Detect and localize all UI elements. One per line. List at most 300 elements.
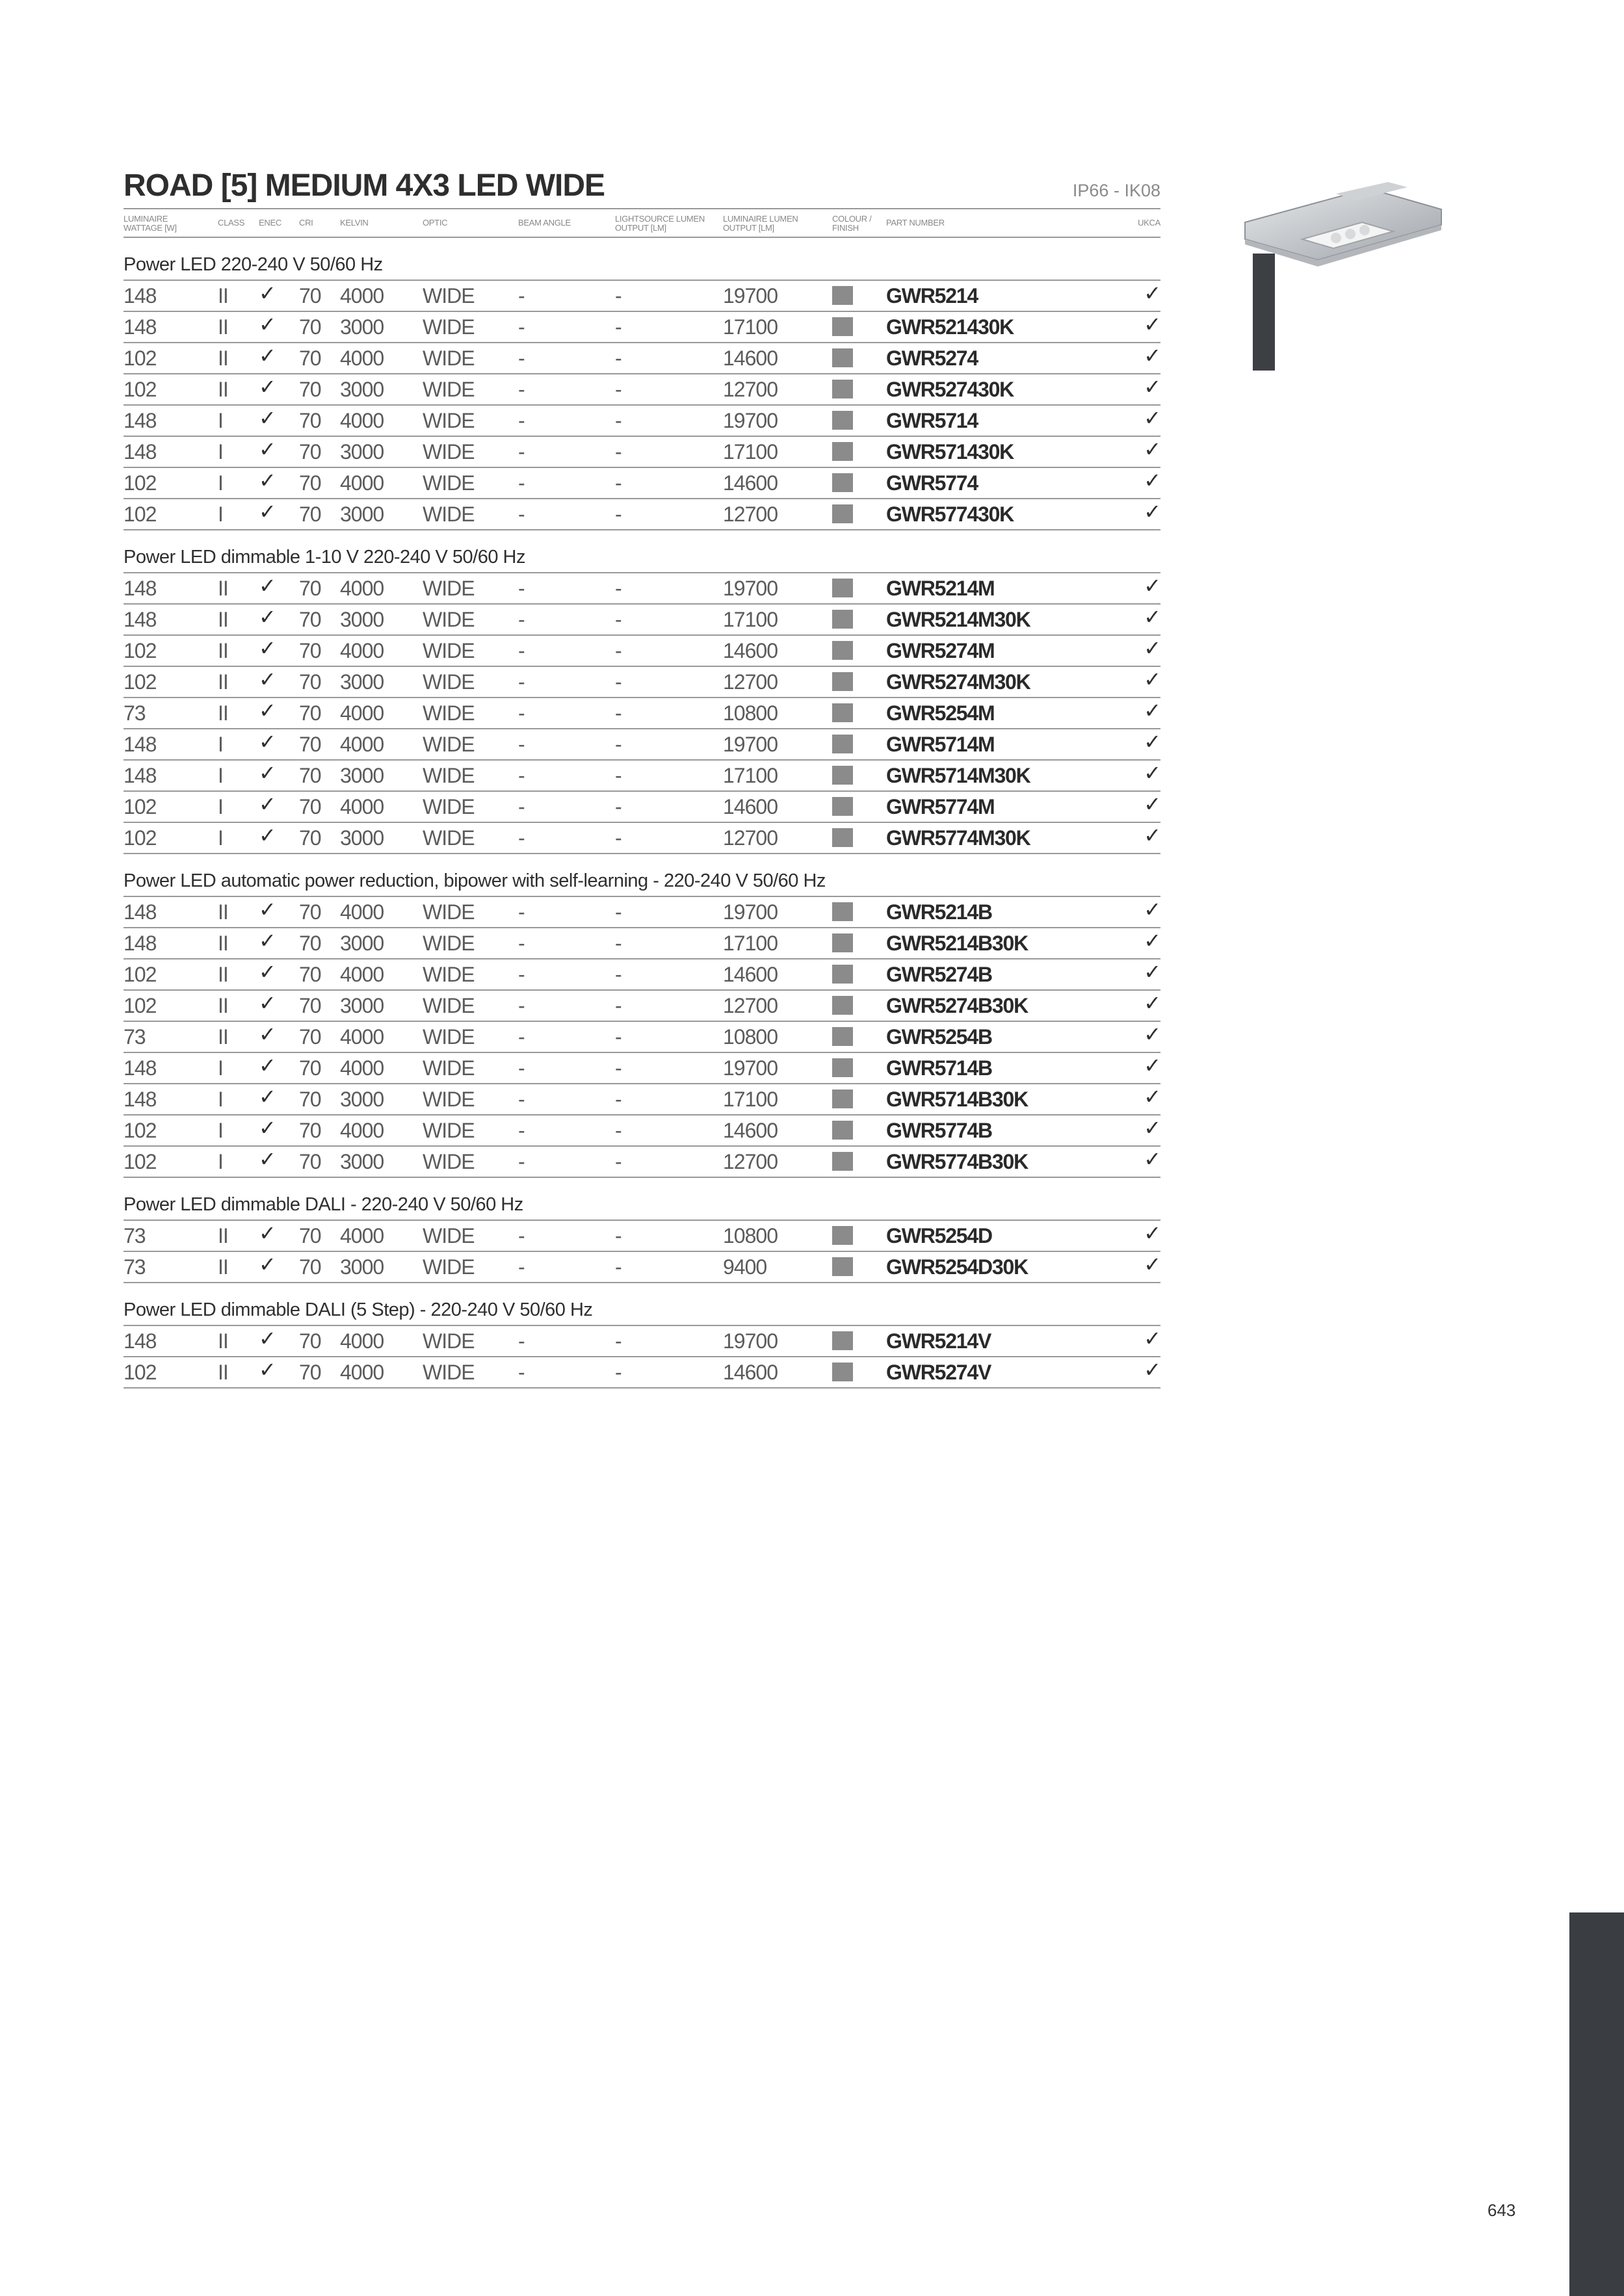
cell-wattage: 102 [124, 994, 157, 1017]
cell-optic: WIDE [423, 1150, 475, 1173]
cell-cri: 70 [299, 639, 321, 662]
table-row [124, 1147, 1160, 1178]
cell-part-number: GWR5714M [886, 733, 995, 756]
cell-cri: 70 [299, 315, 321, 339]
enec-check-icon: ✓ [259, 344, 276, 367]
section-header [124, 530, 1160, 573]
cell-class: II [218, 577, 228, 600]
cell-class: I [218, 1056, 223, 1080]
cell-cri: 70 [299, 577, 321, 600]
cell-luminaire-lumen: 10800 [723, 1025, 778, 1049]
cell-beam-angle: - [518, 701, 525, 725]
cell-class: II [218, 1224, 228, 1247]
table-row [124, 1084, 1160, 1115]
cell-luminaire-lumen: 12700 [723, 1150, 778, 1173]
cell-part-number: GWR5774M30K [886, 826, 1030, 850]
cell-part-number: GWR5214M [886, 577, 995, 600]
cell-luminaire-lumen: 19700 [723, 1329, 778, 1353]
cell-lightsource-lumen: - [615, 1119, 622, 1142]
enec-check-icon: ✓ [259, 929, 276, 952]
cell-wattage: 148 [124, 764, 157, 787]
cell-lightsource-lumen: - [615, 409, 622, 432]
cell-optic: WIDE [423, 1056, 475, 1080]
cell-wattage: 102 [124, 1150, 157, 1173]
enec-check-icon: ✓ [259, 406, 276, 430]
cell-part-number: GWR527430K [886, 378, 1014, 401]
table-row [124, 928, 1160, 959]
cell-wattage: 73 [124, 1224, 146, 1247]
ukca-check-icon: ✓ [1144, 605, 1160, 629]
table-row [124, 312, 1160, 343]
cell-luminaire-lumen: 12700 [723, 994, 778, 1017]
enec-check-icon: ✓ [259, 898, 276, 921]
ukca-check-icon: ✓ [1144, 1054, 1160, 1077]
cell-luminaire-lumen: 12700 [723, 826, 778, 850]
colour-swatch [832, 380, 853, 398]
cell-class: I [218, 1150, 223, 1173]
cell-kelvin: 3000 [340, 670, 384, 694]
cell-wattage: 73 [124, 1025, 146, 1049]
cell-beam-angle: - [518, 733, 525, 756]
cell-cri: 70 [299, 284, 321, 307]
table-row [124, 792, 1160, 823]
header-enec: ENEC [259, 218, 282, 228]
colour-swatch [832, 1089, 853, 1108]
cell-beam-angle: - [518, 577, 525, 600]
cell-beam-angle: - [518, 1119, 525, 1142]
cell-beam-angle: - [518, 670, 525, 694]
cell-beam-angle: - [518, 440, 525, 463]
colour-swatch [832, 610, 853, 629]
colour-swatch [832, 286, 853, 305]
enec-check-icon: ✓ [259, 792, 276, 816]
cell-optic: WIDE [423, 1025, 475, 1049]
table-row [124, 1115, 1160, 1147]
cell-wattage: 148 [124, 900, 157, 924]
colour-swatch [832, 828, 853, 847]
cell-wattage: 148 [124, 315, 157, 339]
cell-class: II [218, 1255, 228, 1279]
cell-class: II [218, 608, 228, 631]
table-row [124, 667, 1160, 698]
cell-lightsource-lumen: - [615, 1329, 622, 1353]
enec-check-icon: ✓ [259, 1253, 276, 1276]
cell-kelvin: 3000 [340, 1150, 384, 1173]
cell-cri: 70 [299, 608, 321, 631]
cell-class: I [218, 502, 223, 526]
cell-cri: 70 [299, 1224, 321, 1247]
ukca-check-icon: ✓ [1144, 792, 1160, 816]
cell-cri: 70 [299, 963, 321, 986]
ukca-check-icon: ✓ [1144, 960, 1160, 984]
cell-optic: WIDE [423, 795, 475, 818]
cell-part-number: GWR5274B30K [886, 994, 1028, 1017]
colour-swatch [832, 1331, 853, 1350]
cell-kelvin: 4000 [340, 1025, 384, 1049]
cell-kelvin: 3000 [340, 764, 384, 787]
cell-luminaire-lumen: 17100 [723, 440, 778, 463]
cell-class: II [218, 932, 228, 955]
cell-part-number: GWR5714B [886, 1056, 992, 1080]
cell-beam-angle: - [518, 994, 525, 1017]
colour-swatch [832, 317, 853, 336]
table-row [124, 991, 1160, 1022]
cell-kelvin: 3000 [340, 378, 384, 401]
ip-rating: IP66 - IK08 [1072, 181, 1160, 200]
cell-kelvin: 4000 [340, 1119, 384, 1142]
colour-swatch [832, 504, 853, 523]
cell-beam-angle: - [518, 1329, 525, 1353]
ukca-check-icon: ✓ [1144, 313, 1160, 336]
table-row [124, 437, 1160, 468]
cell-kelvin: 4000 [340, 346, 384, 370]
header-class: CLASS [218, 218, 245, 228]
table-row [124, 343, 1160, 374]
cell-cri: 70 [299, 764, 321, 787]
cell-wattage: 148 [124, 440, 157, 463]
cell-kelvin: 3000 [340, 1088, 384, 1111]
header-beam-angle: BEAM ANGLE [518, 218, 571, 228]
enec-check-icon: ✓ [259, 1023, 276, 1046]
enec-check-icon: ✓ [259, 375, 276, 398]
cell-lightsource-lumen: - [615, 764, 622, 787]
cell-optic: WIDE [423, 577, 475, 600]
cell-lightsource-lumen: - [615, 577, 622, 600]
cell-optic: WIDE [423, 315, 475, 339]
table-row [124, 406, 1160, 437]
colour-swatch [832, 1363, 853, 1381]
cell-beam-angle: - [518, 1224, 525, 1247]
cell-wattage: 73 [124, 1255, 146, 1279]
colour-swatch [832, 641, 853, 660]
header-ukca: UKCA [1138, 218, 1160, 228]
cell-wattage: 102 [124, 346, 157, 370]
cell-optic: WIDE [423, 409, 475, 432]
table-row [124, 1053, 1160, 1084]
cell-beam-angle: - [518, 795, 525, 818]
cell-beam-angle: - [518, 1056, 525, 1080]
cell-lightsource-lumen: - [615, 1088, 622, 1111]
cell-kelvin: 3000 [340, 932, 384, 955]
colour-swatch [832, 735, 853, 753]
cell-luminaire-lumen: 14600 [723, 963, 778, 986]
cell-lightsource-lumen: - [615, 1025, 622, 1049]
cell-part-number: GWR5714M30K [886, 764, 1030, 787]
cell-optic: WIDE [423, 764, 475, 787]
cell-class: II [218, 639, 228, 662]
section-header [124, 1283, 1160, 1326]
page-number: 643 [1487, 2200, 1516, 2220]
cell-luminaire-lumen: 9400 [723, 1255, 767, 1279]
cell-kelvin: 4000 [340, 701, 384, 725]
cell-part-number: GWR5274M [886, 639, 995, 662]
header-part-number: PART NUMBER [886, 218, 945, 228]
cell-wattage: 148 [124, 608, 157, 631]
cell-lightsource-lumen: - [615, 701, 622, 725]
table-row [124, 897, 1160, 928]
cell-lightsource-lumen: - [615, 670, 622, 694]
cell-optic: WIDE [423, 1119, 475, 1142]
table-row [124, 1221, 1160, 1252]
cell-lightsource-lumen: - [615, 608, 622, 631]
cell-part-number: GWR5254M [886, 701, 995, 725]
enec-check-icon: ✓ [259, 469, 276, 492]
colour-swatch [832, 473, 853, 492]
cell-wattage: 148 [124, 577, 157, 600]
ukca-check-icon: ✓ [1144, 437, 1160, 461]
cell-cri: 70 [299, 670, 321, 694]
cell-kelvin: 3000 [340, 315, 384, 339]
enec-check-icon: ✓ [259, 605, 276, 629]
header-optic: OPTIC [423, 218, 448, 228]
cell-class: I [218, 471, 223, 495]
cell-class: I [218, 409, 223, 432]
cell-luminaire-lumen: 14600 [723, 1119, 778, 1142]
ukca-check-icon: ✓ [1144, 574, 1160, 597]
cell-class: II [218, 1025, 228, 1049]
table-row [124, 1326, 1160, 1357]
cell-wattage: 73 [124, 701, 146, 725]
cell-beam-angle: - [518, 471, 525, 495]
cell-kelvin: 4000 [340, 409, 384, 432]
enec-check-icon: ✓ [259, 761, 276, 785]
cell-class: II [218, 346, 228, 370]
cell-lightsource-lumen: - [615, 1056, 622, 1080]
cell-part-number: GWR5214V [886, 1329, 991, 1353]
cell-wattage: 102 [124, 826, 157, 850]
cell-wattage: 148 [124, 1056, 157, 1080]
section-title: Power LED dimmable DALI - 220-240 V 50/60 Hz [124, 1194, 523, 1215]
cell-lightsource-lumen: - [615, 826, 622, 850]
colour-swatch [832, 1257, 853, 1276]
cell-lightsource-lumen: - [615, 994, 622, 1017]
ukca-check-icon: ✓ [1144, 1358, 1160, 1381]
enec-check-icon: ✓ [259, 699, 276, 722]
cell-cri: 70 [299, 346, 321, 370]
section-header [124, 238, 1160, 281]
enec-check-icon: ✓ [259, 1085, 276, 1108]
table-row [124, 1252, 1160, 1283]
cell-class: I [218, 1119, 223, 1142]
enec-check-icon: ✓ [259, 1221, 276, 1245]
colour-swatch [832, 1226, 853, 1245]
cell-lightsource-lumen: - [615, 315, 622, 339]
colour-swatch [832, 902, 853, 921]
ukca-check-icon: ✓ [1144, 344, 1160, 367]
cell-luminaire-lumen: 19700 [723, 733, 778, 756]
cell-lightsource-lumen: - [615, 900, 622, 924]
colour-swatch [832, 703, 853, 722]
header-lightsource-lumen: LIGHTSOURCE LUMEN OUTPUT [LM] [615, 214, 705, 233]
cell-optic: WIDE [423, 1224, 475, 1247]
product-sheet [124, 168, 1160, 1389]
colour-swatch [832, 672, 853, 691]
table-row [124, 698, 1160, 729]
cell-optic: WIDE [423, 1329, 475, 1353]
cell-class: II [218, 670, 228, 694]
cell-wattage: 102 [124, 795, 157, 818]
header-colour-finish: COLOUR / FINISH [832, 214, 872, 233]
cell-lightsource-lumen: - [615, 378, 622, 401]
cell-beam-angle: - [518, 346, 525, 370]
cell-lightsource-lumen: - [615, 1224, 622, 1247]
enec-check-icon: ✓ [259, 668, 276, 691]
ukca-check-icon: ✓ [1144, 730, 1160, 753]
cell-optic: WIDE [423, 963, 475, 986]
cell-cri: 70 [299, 502, 321, 526]
cell-optic: WIDE [423, 471, 475, 495]
cell-luminaire-lumen: 17100 [723, 932, 778, 955]
cell-class: II [218, 701, 228, 725]
cell-cri: 70 [299, 1088, 321, 1111]
cell-wattage: 102 [124, 670, 157, 694]
cell-optic: WIDE [423, 378, 475, 401]
cell-luminaire-lumen: 17100 [723, 608, 778, 631]
cell-kelvin: 3000 [340, 502, 384, 526]
cell-optic: WIDE [423, 502, 475, 526]
cell-part-number: GWR571430K [886, 440, 1014, 463]
cell-wattage: 148 [124, 1088, 157, 1111]
ukca-check-icon: ✓ [1144, 1327, 1160, 1350]
cell-part-number: GWR577430K [886, 502, 1014, 526]
enec-check-icon: ✓ [259, 1116, 276, 1140]
colour-swatch [832, 1058, 853, 1077]
ukca-check-icon: ✓ [1144, 898, 1160, 921]
cell-class: II [218, 315, 228, 339]
enec-check-icon: ✓ [259, 574, 276, 597]
cell-class: II [218, 378, 228, 401]
table-row [124, 959, 1160, 991]
cell-cri: 70 [299, 932, 321, 955]
table-row [124, 281, 1160, 312]
cell-part-number: GWR5774 [886, 471, 978, 495]
table-header [124, 209, 1160, 238]
cell-cri: 70 [299, 440, 321, 463]
cell-cri: 70 [299, 1361, 321, 1384]
cell-class: II [218, 994, 228, 1017]
table-row [124, 636, 1160, 667]
cell-luminaire-lumen: 12700 [723, 670, 778, 694]
enec-check-icon: ✓ [259, 313, 276, 336]
cell-luminaire-lumen: 19700 [723, 900, 778, 924]
cell-lightsource-lumen: - [615, 346, 622, 370]
enec-check-icon: ✓ [259, 1147, 276, 1171]
ukca-check-icon: ✓ [1144, 281, 1160, 305]
colour-swatch [832, 1027, 853, 1046]
colour-swatch [832, 348, 853, 367]
colour-swatch [832, 797, 853, 816]
colour-swatch [832, 442, 853, 461]
enec-check-icon: ✓ [259, 437, 276, 461]
cell-beam-angle: - [518, 639, 525, 662]
side-tab [1569, 1912, 1624, 2296]
cell-class: I [218, 764, 223, 787]
header-kelvin: KELVIN [340, 218, 369, 228]
cell-cri: 70 [299, 795, 321, 818]
cell-wattage: 102 [124, 639, 157, 662]
cell-luminaire-lumen: 14600 [723, 346, 778, 370]
cell-optic: WIDE [423, 440, 475, 463]
cell-cri: 70 [299, 1150, 321, 1173]
cell-beam-angle: - [518, 315, 525, 339]
cell-optic: WIDE [423, 639, 475, 662]
cell-cri: 70 [299, 1255, 321, 1279]
section-title: Power LED dimmable 1-10 V 220-240 V 50/60 Hz [124, 547, 525, 567]
cell-lightsource-lumen: - [615, 639, 622, 662]
cell-beam-angle: - [518, 608, 525, 631]
cell-wattage: 148 [124, 284, 157, 307]
ukca-check-icon: ✓ [1144, 1085, 1160, 1108]
colour-swatch [832, 411, 853, 430]
cell-part-number: GWR5254B [886, 1025, 992, 1049]
table-row [124, 573, 1160, 605]
cell-wattage: 102 [124, 502, 157, 526]
enec-check-icon: ✓ [259, 636, 276, 660]
cell-part-number: GWR5274 [886, 346, 978, 370]
cell-optic: WIDE [423, 733, 475, 756]
cell-kelvin: 3000 [340, 440, 384, 463]
cell-beam-angle: - [518, 1088, 525, 1111]
cell-optic: WIDE [423, 900, 475, 924]
section-title: Power LED 220-240 V 50/60 Hz [124, 254, 383, 275]
cell-cri: 70 [299, 701, 321, 725]
ukca-check-icon: ✓ [1144, 991, 1160, 1015]
cell-luminaire-lumen: 14600 [723, 471, 778, 495]
cell-optic: WIDE [423, 608, 475, 631]
cell-optic: WIDE [423, 701, 475, 725]
enec-check-icon: ✓ [259, 730, 276, 753]
cell-lightsource-lumen: - [615, 1150, 622, 1173]
cell-wattage: 102 [124, 471, 157, 495]
section-header [124, 1178, 1160, 1221]
cell-optic: WIDE [423, 670, 475, 694]
cell-kelvin: 3000 [340, 608, 384, 631]
cell-lightsource-lumen: - [615, 733, 622, 756]
ukca-check-icon: ✓ [1144, 469, 1160, 492]
cell-kelvin: 4000 [340, 1056, 384, 1080]
cell-wattage: 102 [124, 1119, 157, 1142]
cell-optic: WIDE [423, 1088, 475, 1111]
cell-class: II [218, 900, 228, 924]
cell-optic: WIDE [423, 994, 475, 1017]
cell-class: II [218, 1329, 228, 1353]
cell-lightsource-lumen: - [615, 284, 622, 307]
cell-optic: WIDE [423, 284, 475, 307]
ukca-check-icon: ✓ [1144, 636, 1160, 660]
header-luminaire-lumen: LUMINAIRE LUMEN OUTPUT [LM] [723, 214, 798, 233]
ukca-check-icon: ✓ [1144, 500, 1160, 523]
colour-swatch [832, 1152, 853, 1171]
cell-wattage: 148 [124, 932, 157, 955]
cell-luminaire-lumen: 17100 [723, 1088, 778, 1111]
cell-class: II [218, 1361, 228, 1384]
cell-luminaire-lumen: 17100 [723, 315, 778, 339]
cell-class: II [218, 284, 228, 307]
cell-part-number: GWR5214B [886, 900, 992, 924]
cell-beam-angle: - [518, 1025, 525, 1049]
cell-wattage: 102 [124, 1361, 157, 1384]
cell-luminaire-lumen: 19700 [723, 284, 778, 307]
cell-cri: 70 [299, 378, 321, 401]
cell-beam-angle: - [518, 502, 525, 526]
table-row [124, 499, 1160, 530]
street-lamp-image [1238, 182, 1453, 371]
table-row [124, 1357, 1160, 1389]
cell-kelvin: 3000 [340, 1255, 384, 1279]
cell-luminaire-lumen: 10800 [723, 701, 778, 725]
cell-part-number: GWR5214B30K [886, 932, 1028, 955]
cell-part-number: GWR5214M30K [886, 608, 1030, 631]
